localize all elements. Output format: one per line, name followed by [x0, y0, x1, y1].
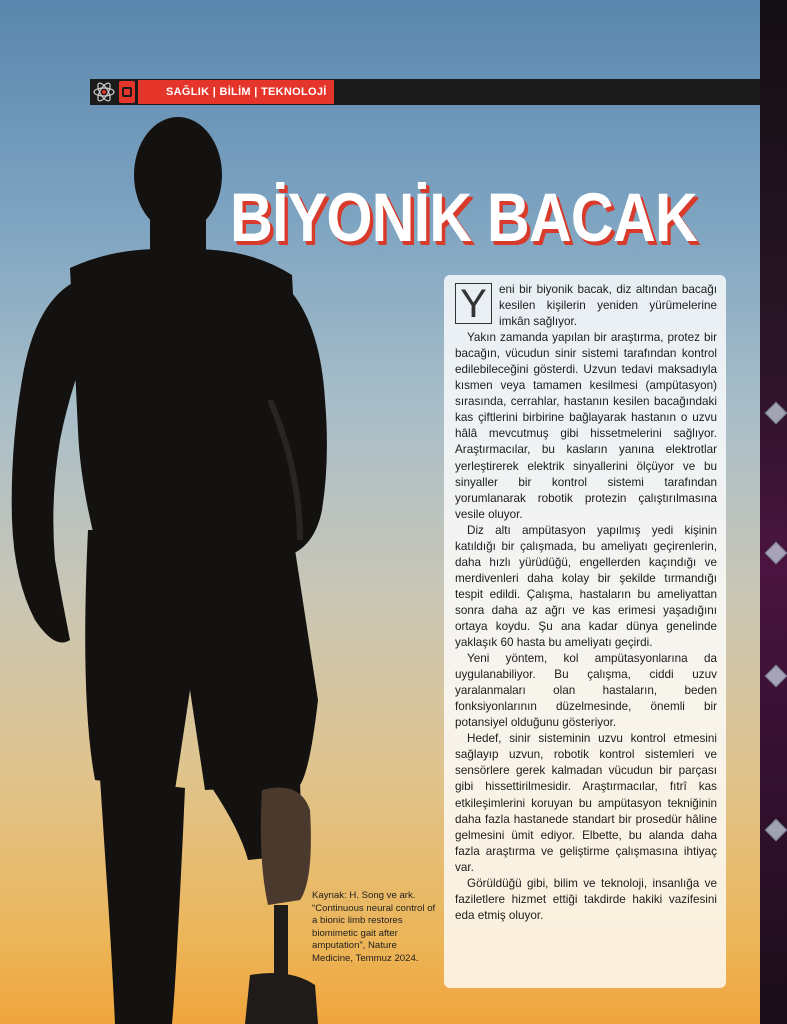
drop-cap: Y	[455, 283, 492, 324]
adjacent-page-edge	[760, 0, 787, 1024]
article-paragraph: Görüldüğü gibi, bilim ve teknoloji, insanlığa ve faziletlere hizmet ettiği takdirde hakiki vazifesini eda etmiş oluyor.	[455, 876, 717, 922]
article-paragraph: Y eni bir biyonik bacak, diz altından bacağı kesilen kişilerin yeniden yürümelerine imkân sağlıyor.	[455, 282, 717, 330]
article-body	[455, 282, 717, 924]
article-paragraph: Yakın zamanda yapılan bir araştırma, protez bir bacağın, vücudun sinir sistemi tarafından kontrol edilebileceğini gösterdi. Uzvun tedavi maksadıyla kısmen veya tamamen kesilmesi (ampütasyon) sırasında, cerrahlar, hastanın kesilen bacağındaki kas çiftlerini birbirine bağlayarak hastanın o uzvu hâlâ mevcutmuş gibi hissetmelerini sağlıyor. Araştırmacılar, bu kasların yanına elektrotlar yerleştirerek elektrik sinyallerini ölçüyor ve bu sinyaller bir kontrol sistemi tarafından yorumlanarak robotik protezin çalıştırılmasına vesile oluyor.	[455, 331, 717, 521]
source-caption: Kaynak: H. Song ve ark. “Continuous neural control of a bionic limb restores biomimetic gait after amputation”, Nature Medicine, Temmuz 2024.	[312, 890, 436, 964]
article-title: BİYONİK BACAK	[230, 179, 697, 256]
section-label: SAĞLIK | BİLİM | TEKNOLOJİ	[138, 80, 334, 104]
article-paragraph: Yeni yöntem, kol ampütasyonlarına da uygulanabiliyor. Bu çalışma, ciddi uzuv yaralanmaları olan hastaların, beden fonksiyonlarının düzelmesinde, önemli bir potansiyel olduğunu gösteriyor.	[455, 652, 717, 730]
article-paragraph: Hedef, sinir sisteminin uzvu kontrol etmesini sağlayıp uzvun, robotik kontrol sistemleri ve sensörlere gerek kalmadan vücudun bir parçası gibi hissettirilmesidir. Araştırmacılar, fıtrî kas etkileşimlerini koruyan bu ampütasyon tekniğinin daha fazla hastanede standart bir prosedür hâline gelmesini ümit ediyor. Elbette, bu alanda daha fazla araştırma ve geliştirme çalışmasına ihtiyaç var.	[455, 732, 717, 874]
article-paragraph: Diz altı ampütasyon yapılmış yedi kişinin katıldığı bir çalışmada, bu ameliyatı geçirenlerin, daha hızlı yürüdüğü, engellerden kaçındığı ve merdivenleri daha kolay bir şekilde tırmandığı tespit edildi. Çalışma, hastaların bu ameliyattan sonra daha az ağrı ve kas erimesi yaşadığını ortaya koydu. Şu ana kadar dünya genelinde yaklaşık 60 hasta bu ameliyatı geçirdi.	[455, 523, 717, 650]
